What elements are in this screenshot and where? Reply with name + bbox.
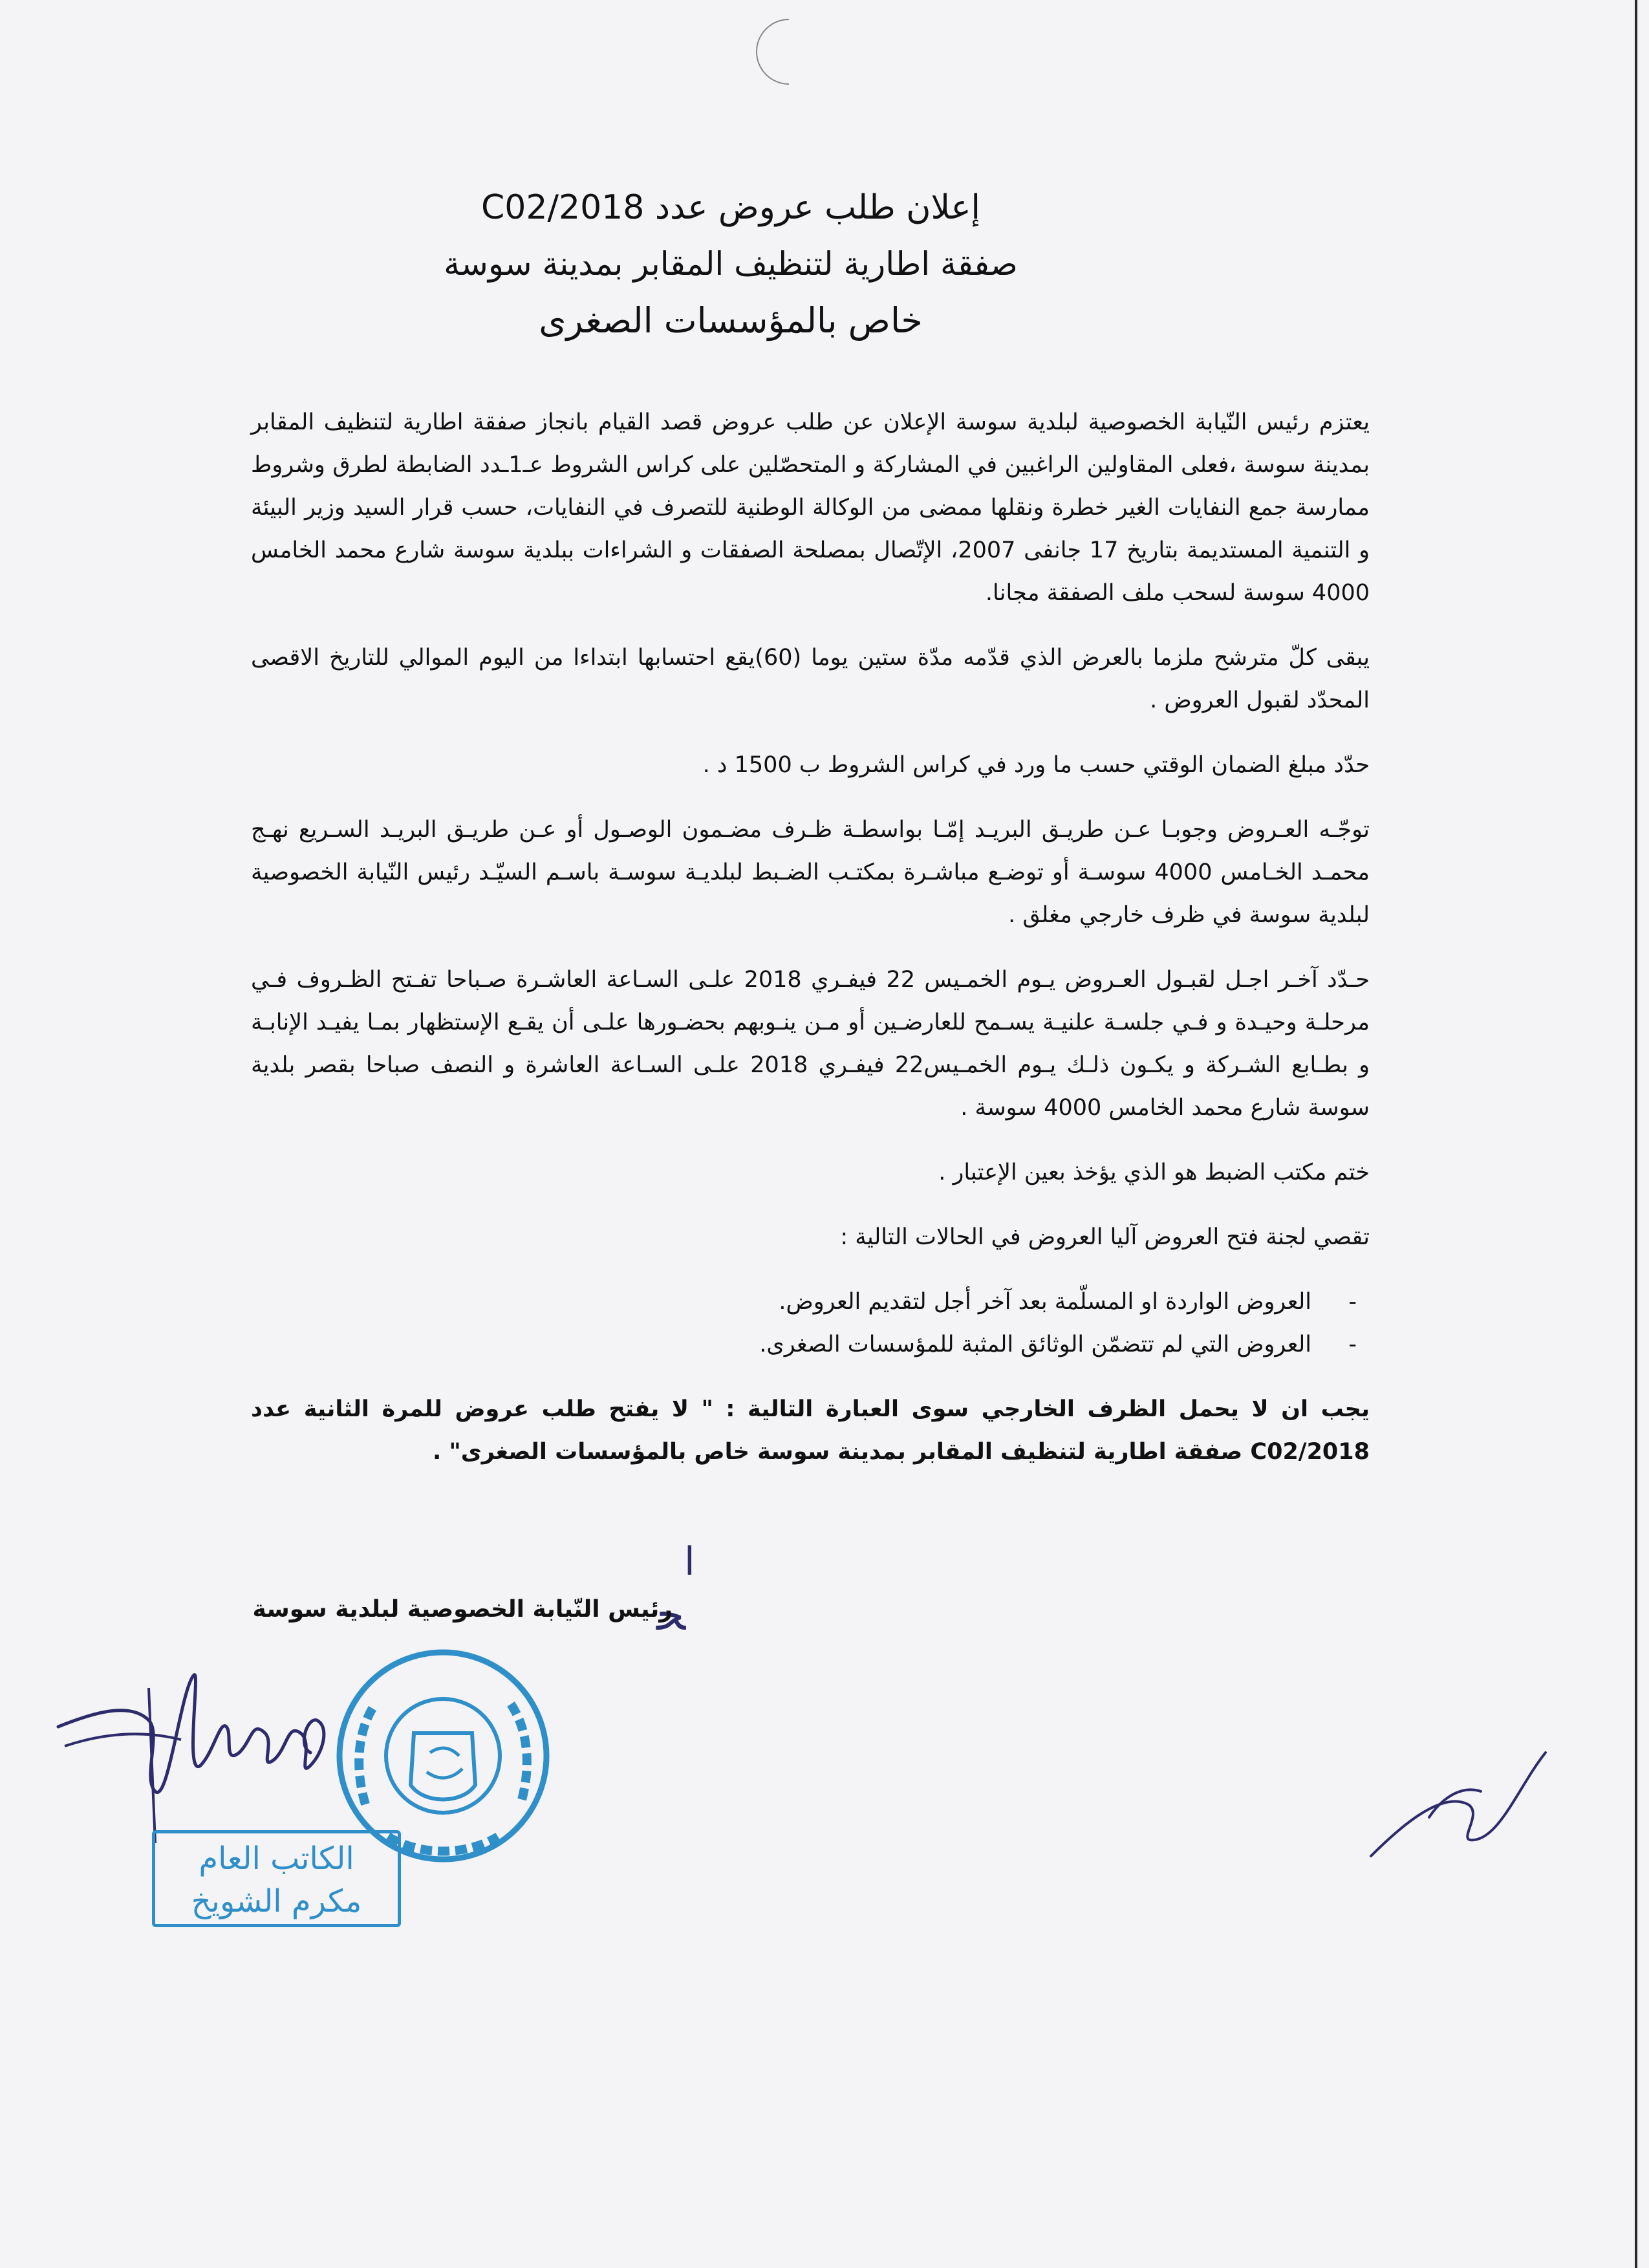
- signer-title: رئيس النّيابة الخصوصية لبلدية سوسة: [252, 1596, 673, 1623]
- paragraph-deadline: حـدّد آخـر اجـل لقبـول العـروض يـوم الخمـيس 22 فيفـري 2018 علـى السـاعة العاشـرة صـباحا تفـتح الظـروف فـي مرحلـة وحيـدة و فـي جلسـة علنيـة يسـمح للعارضـين أو مـن ينـوبهم بحضـورها علـى أن يقـع الإستظهار بمـا يفيـد الإنابـة و بطـابع الشـركة و يكـون ذلـك يـوم الخمـيس22 فيفـري 2018 علـى السـاعة العاشرة و النصف صباحا بقصر بلدية سوسة شارع محمد الخامس 4000 سوسة .: [251, 967, 1370, 1121]
- initials-signature: [1364, 1746, 1552, 1863]
- handwritten-initial: ﺤ: [656, 1588, 686, 1641]
- handwritten-signature: [52, 1649, 336, 1856]
- paragraph-rejection-intro: تقصي لجنة فتح العروض آليا العروض في الحالات التالية :: [840, 1224, 1370, 1250]
- list-item: - العروض التي لم تتضمّن الوثائق المثبة للمؤسسات الصغرى.: [251, 1323, 1311, 1366]
- paragraph-guarantee: حدّد مبلغ الضمان الوقتي حسب ما ورد في كراس الشروط ب 1500 د .: [702, 752, 1370, 778]
- stamp-title: الكاتب العام: [199, 1841, 354, 1877]
- list-item: - العروض الواردة او المسلّمة بعد آخر أجل لتقديم العروض.: [251, 1280, 1311, 1323]
- paragraph-stamp-rule: ختم مكتب الضبط هو الذي يؤخذ بعين الإعتبار .: [938, 1160, 1370, 1185]
- paragraph-submission: توجّـه العـروض وجوبـا عـن طريـق البريـد إمّـا بواسطـة ظـرف مضـمون الوصـول أو عـن طريـق البريـد السـريع نهـج محمـد الخـامس 4000 سوسـة أو توضـع مباشـرة بمكتـب الضـبط لبلديـة سوسـة باسـم السيّـد رئيس النّيابة الخصوصية لبلدية سوسة في ظرف خارجي مغلق .: [251, 817, 1370, 928]
- paragraph-validity: يبقى كلّ مترشح ملزما بالعرض الذي قدّمه مدّة ستين يوما (60)يقع احتسابها ابتداءا من اليوم الموالي للتاريخ الاقصى المحدّد لقبول العروض .: [251, 645, 1370, 713]
- secretary-general-stamp: [152, 1830, 401, 1927]
- scan-artifact: [750, 13, 828, 91]
- paragraph-announcement: يعتزم رئيس النّيابة الخصوصية لبلدية سوسة الإعلان عن طلب عروض قصد القيام بانجاز صفقة اطارية لتنظيف المقابر بمدينة سوسة ،فعلى المقاولين الراغبين في المشاركة و المتحصّلين على كراس الشروط عـ1ـدد الضابطة لطرق وشروط ممارسة جمع النفايات الغير خطرة ونقلها ممضى من الوكالة الوطنية للتصرف في النفايات، حسب قرار السيد وزير البيئة و التنمية المستديمة بتاريخ 17 جانفى 2007، الإتّصال بمصلحة الصفقات و الشراءات ببلدية سوسة شارع محمد الخامس 4000 سوسة لسحب ملف الصفقة مجانا.: [251, 409, 1370, 606]
- rejection-cases-list: [251, 1280, 1370, 1366]
- document-body: [251, 401, 1370, 1495]
- stamp-name: مكرم الشويخ: [191, 1883, 362, 1919]
- scan-edge: [1635, 0, 1637, 2268]
- document-title: إعلان طلب عروض عدد C02/2018: [481, 188, 980, 227]
- document-header: [194, 188, 1267, 359]
- document-subtitle: صفقة اطارية لتنظيف المقابر بمدينة سوسة: [444, 245, 1018, 283]
- envelope-notice: يجب ان لا يحمل الظرف الخارجي سوى العبارة التالية : " لا يفتح طلب عروض للمرة الثانية عدد C02/2018 صفقة اطارية لتنظيف المقابر بمدينة سوسة خاص بالمؤسسات الصغرى" .: [251, 1396, 1370, 1465]
- document-category: خاص بالمؤسسات الصغرى: [539, 300, 923, 341]
- handwritten-mark: ا: [684, 1539, 695, 1584]
